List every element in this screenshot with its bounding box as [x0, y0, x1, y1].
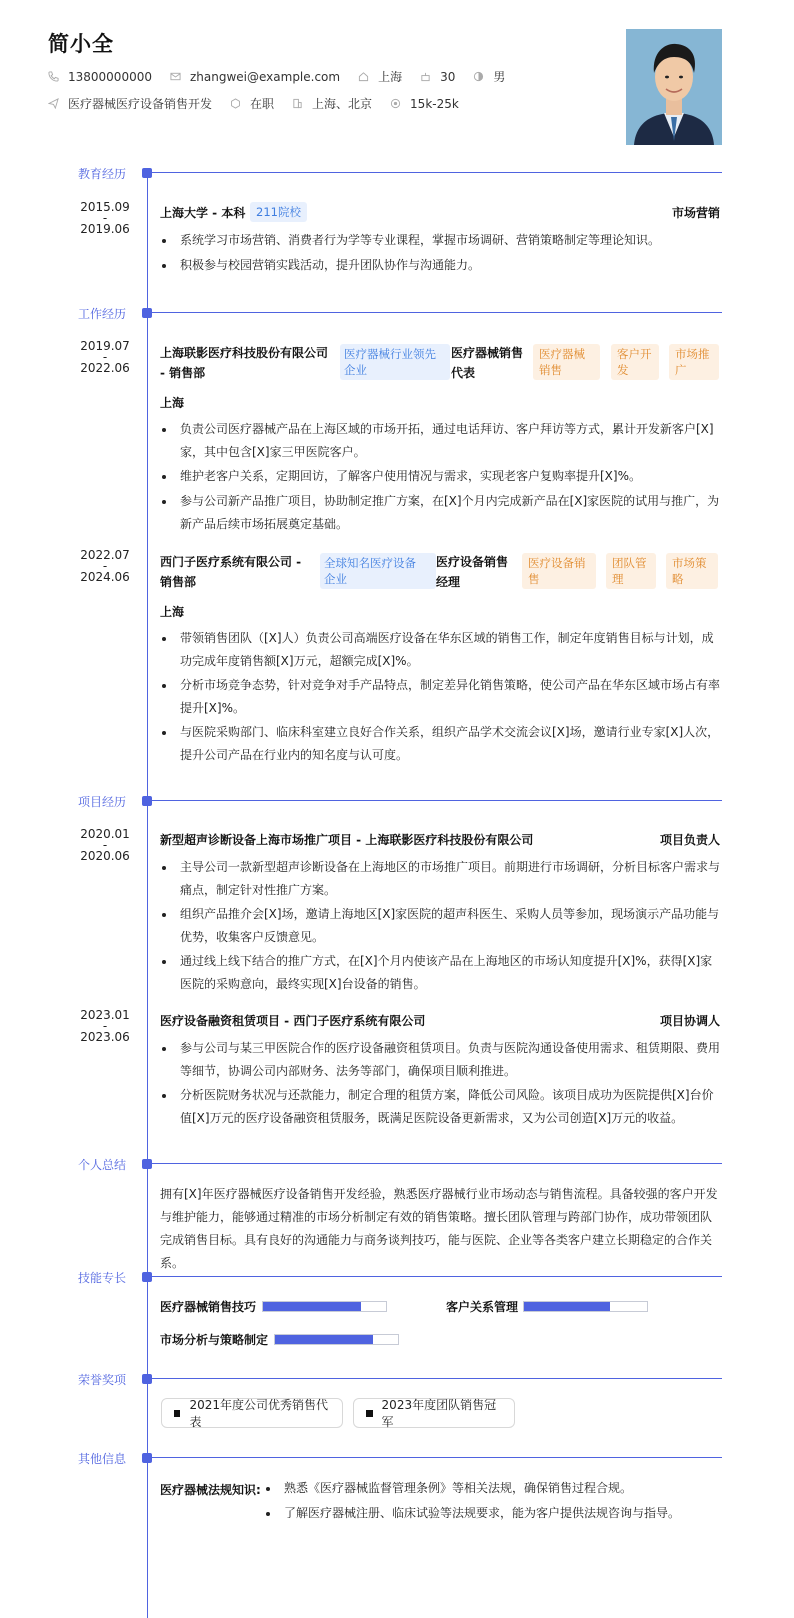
section-title-other: 其他信息	[78, 1452, 127, 1466]
skill-tag: 市场推 广	[669, 344, 719, 380]
date-end: 2022.06	[80, 361, 130, 375]
date-start: 2020.01	[80, 827, 130, 841]
section-title-summary: 个人总结	[78, 1158, 127, 1172]
project-role: 项目协调人	[659, 1014, 720, 1028]
summary-text: 拥有[X]年医疗器械医疗设备销售开发经验，熟悉医疗器械行业市场动态与销售流程。具备较强的客户开发与维护能力，能够通过精准的市场分析制定有效的销售策略。擅长团队管理与跨部门协作，成功带领团队完成销售目标。具有良好的沟通能力与商务谈判技巧，能与医院、企业等各类客户建立长期稳定的合作关系。	[160, 1187, 718, 1270]
company-tag: 医疗器械行业领先 企业	[340, 344, 450, 380]
other-label: 医疗器械法规知识:	[160, 1483, 261, 1497]
project-date	[72, 827, 138, 864]
list-item: 维护老客户关系，定期回访，了解客户使用情况与需求，实现老客户复购率提升[X]%。	[160, 465, 720, 488]
list-item: 系统学习市场营销、消费者行为学等专业课程，掌握市场调研、营销策略制定等理论知识。	[160, 229, 720, 252]
section-marker	[142, 168, 152, 178]
gender-item	[473, 68, 505, 85]
list-item: 参与公司新产品推广项目，协助制定推广方案，在[X]个月内完成新产品在[X]家医院的试用与推广，为新产品后续市场拓展奠定基础。	[160, 490, 720, 536]
skill-tag: 医疗器械 销售	[533, 344, 600, 380]
building-icon	[292, 98, 303, 109]
skill-tag: 市场策 略	[666, 553, 718, 589]
list-item: 与医院采购部门、临床科室建立良好合作关系，组织产品学术交流会议[X]场，邀请行业专家[X]人次，提升公司产品在行业内的知名度与认可度。	[160, 721, 720, 767]
list-item: 积极参与校园营销实践活动，提升团队协作与沟通能力。	[160, 254, 720, 277]
cake-icon	[420, 71, 431, 82]
section-marker	[142, 1374, 152, 1384]
work-date	[72, 548, 138, 585]
phone-item	[48, 70, 152, 84]
email-text: zhangwei@example.com	[189, 69, 341, 84]
job-intent-row	[48, 95, 477, 112]
coin-icon	[390, 98, 401, 109]
age-text: 30	[440, 69, 456, 84]
home-icon	[358, 71, 369, 82]
company-name: 西门子医疗系统有限公司 - 销售部	[160, 555, 302, 589]
section-divider	[152, 172, 722, 173]
list-item: 带领销售团队（[X]人）负责公司高端医疗设备在华东区域的销售工作，制定年度销售目标与计划，成功完成年度销售额[X]万元，超额完成[X]%。	[160, 627, 720, 673]
list-item: 组织产品推介会[X]场，邀请上海地区[X]家医院的超声科医生、采购人员等参加，现场演示产品功能与优势，收集客户反馈意见。	[160, 903, 720, 949]
list-item: 分析医院财务状况与还款能力，制定合理的租赁方案，降低公司风险。该项目成功为医院提供[X]台价值[X]万元的医疗设备融资租赁服务，既满足医院设备更新需求，又为公司创造[X]万元的收益。	[160, 1084, 720, 1130]
school-tag: 211院校	[250, 202, 307, 222]
candidate-name: 简小全	[48, 32, 114, 56]
list-item: 熟悉《医疗器械监督管理条例》等相关法规，确保销售过程合规。	[264, 1477, 720, 1500]
salary-text: 15k-25k	[410, 96, 459, 111]
skill-name: 市场分析与策略制定	[160, 1333, 269, 1347]
list-item: 通过线上线下结合的推广方式，在[X]个月内使该产品在上海地区的市场认知度提升[X]%，获得[X]家医院的采购意向，最终实现[X]台设备的销售。	[160, 950, 720, 996]
date-end: 2024.06	[80, 570, 130, 584]
city-item	[358, 68, 402, 85]
award-badge: 2021年度公司优秀销售代表	[161, 1398, 343, 1428]
company-name: 上海联影医疗科技股份有限公司 - 销售部	[160, 346, 329, 380]
job-location: 上海	[160, 396, 185, 410]
salary-item	[390, 97, 459, 111]
city-text: 上海	[378, 70, 403, 84]
section-divider	[152, 312, 722, 313]
square-bullet-icon	[366, 1410, 373, 1417]
project-title: 医疗设备融资租赁项目 - 西门子医疗系统有限公司	[160, 1014, 426, 1028]
work-date	[72, 339, 138, 376]
section-marker	[142, 1453, 152, 1463]
phone-text: 13800000000	[68, 69, 152, 84]
education-date	[72, 200, 138, 237]
list-item: 负责公司医疗器械产品在上海区域的市场开拓，通过电话拜访、客户拜访等方式，累计开发新客户[X]家，其中包含[X]家三甲医院客户。	[160, 418, 720, 464]
project-role: 项目负责人	[659, 833, 720, 847]
job-role: 医疗器械销售 代表	[451, 346, 524, 380]
skill-level-fill	[275, 1335, 373, 1344]
section-divider	[152, 1457, 722, 1458]
age-item	[420, 70, 455, 84]
date-end: 2019.06	[80, 222, 130, 236]
status-text: 在职	[250, 97, 275, 111]
section-divider	[152, 1276, 722, 1277]
section-marker	[142, 796, 152, 806]
award-badge: 2023年度团队销售冠军	[353, 1398, 515, 1428]
position-text: 医疗器械医疗设备销售开发	[68, 97, 213, 111]
skill-level-fill	[524, 1302, 610, 1311]
date-dash: -	[102, 350, 108, 364]
section-title-work: 工作经历	[78, 307, 127, 321]
target-city-item	[292, 95, 372, 112]
skill-level-bar	[523, 1301, 648, 1312]
date-end: 2023.06	[80, 1030, 130, 1044]
section-title-honors: 荣誉奖项	[78, 1373, 127, 1387]
date-start: 2019.07	[80, 339, 130, 353]
date-start: 2022.07	[80, 548, 130, 562]
date-end: 2020.06	[80, 849, 130, 863]
target-city-text: 上海、北京	[312, 97, 373, 111]
date-dash: -	[102, 838, 108, 852]
phone-icon	[48, 71, 59, 82]
email-icon	[170, 71, 181, 82]
date-dash: -	[102, 559, 108, 573]
section-title-projects: 项目经历	[78, 795, 127, 809]
date-start: 2015.09	[80, 200, 130, 214]
skill-name: 客户关系管理	[446, 1300, 519, 1314]
school-name: 上海大学 - 本科	[160, 206, 246, 220]
hexagon-icon	[230, 98, 241, 109]
position-item	[48, 95, 212, 112]
skill-level-bar	[262, 1301, 387, 1312]
section-title-education: 教育经历	[78, 167, 127, 181]
job-location: 上海	[160, 605, 185, 619]
send-icon	[48, 98, 59, 109]
skill-tag: 团队管 理	[606, 553, 656, 589]
section-marker	[142, 1272, 152, 1282]
profile-photo	[626, 29, 722, 145]
date-dash: -	[102, 211, 108, 225]
list-item: 主导公司一款新型超声诊断设备在上海地区的市场推广项目。前期进行市场调研，分析目标客户需求与痛点，制定针对性推广方案。	[160, 856, 720, 902]
skill-name: 医疗器械销售技巧	[160, 1300, 257, 1314]
skill-level-fill	[263, 1302, 361, 1311]
status-item	[230, 95, 274, 112]
gender-icon	[473, 71, 484, 82]
company-tag: 全球知名医疗设备 企业	[320, 553, 436, 589]
project-date	[72, 1008, 138, 1045]
list-item: 了解医疗器械注册、临床试验等法规要求，能为客户提供法规咨询与指导。	[264, 1502, 720, 1525]
date-start: 2023.01	[80, 1008, 130, 1022]
skill-level-bar	[274, 1334, 399, 1345]
date-dash: -	[102, 1019, 108, 1033]
section-divider	[152, 1378, 722, 1379]
square-bullet-icon	[174, 1410, 180, 1417]
timeline-line	[147, 172, 148, 1618]
skill-tag: 医疗设备销 售	[522, 553, 596, 589]
skill-tag: 客户开 发	[611, 344, 659, 380]
list-item: 分析市场竞争态势，针对竞争对手产品特点，制定差异化销售策略，使公司产品在华东区域市场占有率提升[X]%。	[160, 674, 720, 720]
section-title-skills: 技能专长	[78, 1271, 127, 1285]
section-divider	[152, 1163, 722, 1164]
section-divider	[152, 800, 722, 801]
section-marker	[142, 1159, 152, 1169]
email-item	[170, 70, 340, 84]
job-role: 医疗设备销售 经理	[436, 555, 509, 589]
major: 市场营销	[671, 206, 720, 220]
project-title: 新型超声诊断设备上海市场推广项目 - 上海联影医疗科技股份有限公司	[160, 833, 534, 847]
list-item: 参与公司与某三甲医院合作的医疗设备融资租赁项目。负责与医院沟通设备使用需求、租赁期限、费用等细节，协调公司内部财务、法务等部门，确保项目顺利推进。	[160, 1037, 720, 1083]
contact-row	[48, 68, 523, 85]
gender-text: 男	[493, 70, 506, 84]
section-marker	[142, 308, 152, 318]
